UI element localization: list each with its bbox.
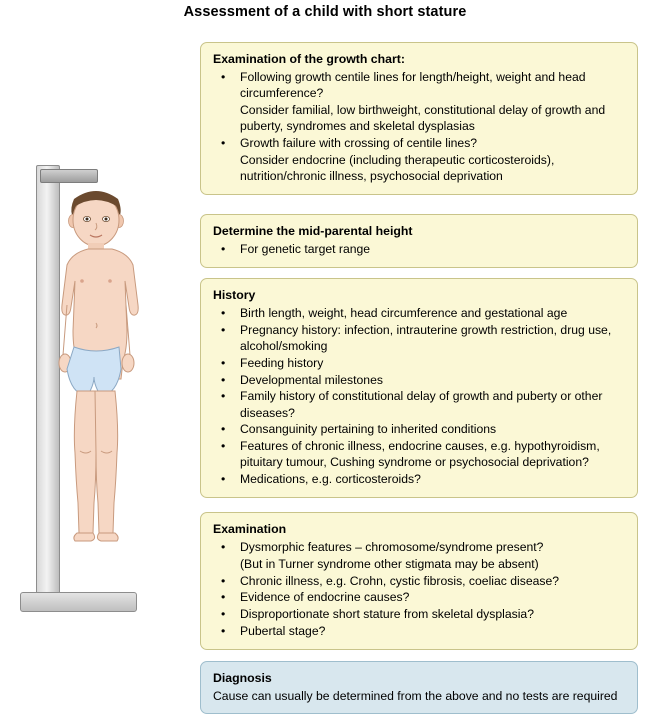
list-item-text: Chronic illness, e.g. Crohn, cystic fibrosis, coeliac disease? — [240, 573, 560, 588]
list-item — [213, 539, 625, 555]
list-item-text: For genetic target range — [240, 242, 371, 257]
box-heading: Examination — [213, 522, 287, 536]
list-item-text: Birth length, weight, head circumference and gestational age — [240, 306, 568, 321]
list-item — [213, 556, 625, 572]
list-item — [213, 241, 625, 257]
list-item-text: Evidence of endocrine causes? — [240, 590, 410, 605]
box-item-list — [213, 539, 625, 639]
list-item — [213, 471, 625, 487]
bullet-icon: • — [221, 322, 226, 337]
box-heading: History — [213, 288, 256, 302]
list-item-text: Family history of constitutional delay of growth and puberty or other diseases? — [240, 389, 603, 420]
list-item-text: Growth failure with crossing of centile lines? — [240, 136, 478, 151]
box-item-list — [213, 241, 625, 257]
list-item-text: Medications, e.g. corticosteroids? — [240, 471, 421, 486]
list-item — [213, 589, 625, 605]
box-mid-parental-height — [200, 214, 638, 268]
list-item — [213, 355, 625, 371]
list-item-text: Following growth centile lines for length/height, weight and head circumference? — [240, 70, 586, 101]
box-diagnosis — [200, 661, 638, 714]
list-item-text: Disproportionate short stature from skeletal dysplasia? — [240, 607, 534, 622]
bullet-icon: • — [221, 607, 226, 622]
bullet-icon: • — [221, 590, 226, 605]
bullet-icon: • — [221, 136, 226, 151]
box-history — [200, 278, 638, 498]
box-item-list — [213, 305, 625, 487]
list-item-text: (But in Turner syndrome other stigmata may be absent) — [240, 556, 539, 571]
list-item-text: Pubertal stage? — [240, 623, 326, 638]
bullet-icon: • — [221, 623, 226, 638]
bullet-icon: • — [221, 573, 226, 588]
list-item-text: Pregnancy history: infection, intrauterine growth restriction, drug use, alcohol/smoking — [240, 322, 612, 354]
bullet-icon: • — [221, 355, 226, 370]
list-item — [213, 102, 625, 134]
list-item-text: Consanguinity pertaining to inherited conditions — [240, 422, 497, 437]
bullet-icon: • — [221, 70, 226, 85]
box-growth-chart — [200, 42, 638, 195]
box-heading: Determine the mid-parental height — [213, 224, 413, 238]
box-item-list — [213, 69, 625, 184]
list-item-text: Consider familial, low birthweight, constitutional delay of growth and puberty, syndromes and skeletal dysplasias — [240, 103, 606, 134]
list-item — [213, 305, 625, 321]
bullet-icon: • — [221, 389, 226, 404]
list-item — [213, 573, 625, 589]
list-item — [213, 388, 625, 420]
bullet-icon: • — [221, 471, 226, 486]
page-title: Assessment of a child with short stature — [183, 4, 467, 20]
bullet-icon: • — [221, 372, 226, 387]
list-item — [213, 135, 625, 151]
bullet-icon: • — [221, 422, 226, 437]
box-examination — [200, 512, 638, 650]
list-item — [213, 438, 625, 470]
child-figure-svg — [44, 177, 164, 602]
diagnosis-text: Cause can usually be determined from the above and no tests are required — [213, 689, 618, 704]
list-item — [213, 372, 625, 388]
list-item — [213, 606, 625, 622]
list-item-text: Feeding history — [240, 355, 324, 370]
bullet-icon: • — [221, 438, 226, 453]
list-item — [213, 322, 625, 354]
box-heading: Examination of the growth chart: — [213, 52, 405, 66]
bullet-icon: • — [221, 306, 226, 321]
box-heading: Diagnosis — [213, 671, 272, 685]
child-illustration — [18, 155, 183, 625]
list-item-text: Features of chronic illness, endocrine causes, e.g. hypothyroidism, pituitary tumour, Cushing syndrome or psychosocial deprivation? — [240, 438, 600, 470]
bullet-icon: • — [221, 540, 226, 555]
list-item — [213, 421, 625, 437]
list-item — [213, 152, 625, 184]
list-item-text: Dysmorphic features – chromosome/syndrome present? — [240, 540, 544, 555]
bullet-icon: • — [221, 242, 226, 257]
list-item-text: Developmental milestones — [240, 372, 383, 387]
list-item-text: Consider endocrine (including therapeutic corticosteroids), nutrition/chronic illness, psychosocial deprivation — [240, 152, 555, 184]
list-item — [213, 69, 625, 101]
list-item — [213, 623, 625, 639]
